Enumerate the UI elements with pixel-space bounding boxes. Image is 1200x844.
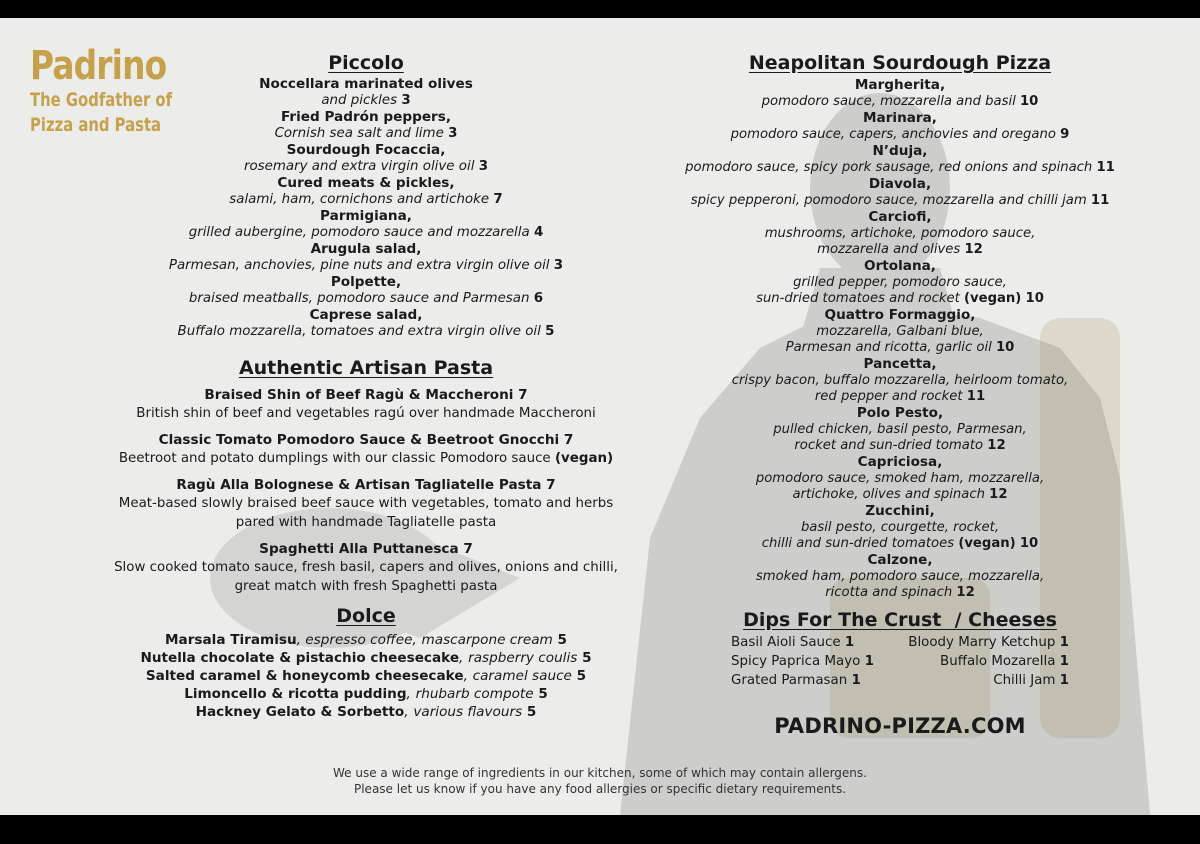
pizza-item-desc-text: rocket and sun-dried tomato	[794, 438, 984, 453]
piccolo-item-price: 3	[478, 159, 489, 174]
pizza-item-desc-1	[650, 160, 1150, 176]
pizza-item-desc-1: grilled pepper, pomodoro sauce,	[793, 275, 1007, 290]
piccolo-item-desc	[88, 324, 644, 340]
dolce-item-desc: raspberry coulis	[468, 650, 578, 666]
pizza-item-name: Marinara,	[863, 110, 937, 126]
pizza-item-price: 10	[1019, 536, 1039, 551]
pizza-item-desc-text: chilli and sun-dried tomatoes	[761, 536, 955, 551]
pizza-item-desc-2	[650, 487, 1150, 503]
pizza-item-desc-1: mozzarella, Galbani blue,	[816, 324, 984, 339]
pizza-item-desc-2	[650, 291, 1150, 307]
piccolo-item-description: Buffalo mozzarella, tomatoes and extra virgin olive oil	[177, 324, 541, 339]
pizza-item-desc-text: pomodoro sauce, mozzarella and basil	[761, 94, 1016, 109]
dip-price: 1	[864, 654, 874, 669]
dolce-item-price: 5	[526, 704, 537, 720]
pizza-item-desc-text: red pepper and rocket	[814, 389, 963, 404]
pizza-item-desc-1: basil pesto, courgette, rocket,	[800, 520, 1000, 535]
pizza-item-price: 11	[966, 389, 986, 404]
dip-item-right	[900, 671, 1069, 690]
piccolo-item-price: 3	[401, 93, 411, 108]
pizza-item-desc-2	[650, 438, 1150, 454]
pizza-item-desc-1: pulled chicken, basil pesto, Parmesan,	[773, 422, 1027, 437]
piccolo-item-name: Polpette,	[330, 274, 402, 290]
piccolo-item-name: Fried Padrón peppers,	[280, 109, 451, 125]
menu-page	[0, 18, 1200, 815]
vegan-note: (vegan)	[964, 291, 1022, 306]
pasta-item	[88, 541, 644, 596]
piccolo-item-description: and pickles	[321, 93, 398, 108]
pizza-item-name: Carciofi,	[868, 209, 932, 225]
dip-name: Spicy Paprica Mayo	[731, 654, 861, 669]
dolce-item-desc: mascarpone cream	[421, 632, 553, 648]
dip-name: Basil Aioli Sauce	[731, 635, 841, 650]
pizza-item-name: Capriciosa,	[857, 454, 943, 470]
dolce-heading: Dolce	[336, 605, 396, 627]
pasta-item-name: Classic Tomato Pomodoro Sauce & Beetroot Gnocchi 7	[158, 432, 574, 448]
pasta-item-desc-text: Slow cooked tomato sauce, fresh basil, capers and olives, onions and chilli,	[114, 560, 618, 575]
piccolo-item-desc	[88, 291, 644, 307]
pasta-item	[88, 432, 644, 468]
dip-price: 1	[1059, 673, 1069, 688]
pizza-item-desc-text: artichoke, olives and spinach	[792, 487, 985, 502]
piccolo-item-description: braised meatballs, pomodoro sauce and Parmesan	[188, 291, 530, 306]
piccolo-item-desc	[88, 126, 644, 142]
pasta-item-desc-text: Meat-based slowly braised beef sauce with vegetables, tomato and herbs	[118, 496, 614, 511]
dolce-item	[88, 685, 644, 703]
piccolo-item-price: 6	[533, 291, 544, 306]
pizza-item-price: 9	[1060, 127, 1070, 142]
pasta-list	[88, 387, 644, 596]
piccolo-item-description: salami, ham, cornichons and artichoke	[229, 192, 490, 207]
dolce-item-desc: various flavours	[413, 704, 523, 720]
pasta-item-desc	[88, 404, 644, 423]
dolce-item-name: Salted caramel & honeycomb cheesecake	[145, 668, 464, 684]
pizza-item-name: Diavola,	[868, 176, 932, 192]
piccolo-item-description: Cornish sea salt and lime	[274, 126, 444, 141]
pasta-item-desc	[88, 494, 644, 513]
piccolo-item-price: 5	[545, 324, 555, 339]
dolce-item-sep: ,	[406, 686, 411, 702]
pizza-item-name: Pancetta,	[863, 356, 937, 372]
piccolo-item-description: rosemary and extra virgin olive oil	[243, 159, 475, 174]
pasta-item-desc-text: British shin of beef and vegetables ragú over handmade Maccheroni	[136, 406, 596, 421]
pizza-item-desc-1: smoked ham, pomodoro sauce, mozzarella,	[755, 569, 1045, 584]
piccolo-item-price: 3	[448, 126, 458, 141]
dolce-item-sep: ,	[459, 650, 464, 666]
pizza-item-desc-text: sun-dried tomatoes and rocket	[756, 291, 960, 306]
pizza-item-price: 12	[964, 242, 983, 257]
dolce-item-price: 5	[582, 650, 592, 666]
pizza-item-desc-2	[650, 242, 1150, 258]
piccolo-item-desc	[88, 93, 644, 109]
pizza-item-desc-1: mushrooms, artichoke, pomodoro sauce,	[764, 226, 1036, 241]
dip-name: Grated Parmasan	[731, 673, 848, 688]
dolce-item-desc: rhubarb compote	[415, 686, 534, 702]
dip-item-right	[900, 633, 1069, 652]
piccolo-item-description: Parmesan, anchovies, pine nuts and extra virgin olive oil	[168, 258, 550, 273]
dip-item-left	[731, 652, 900, 671]
pizza-item-desc-text: spicy pepperoni, pomodoro sauce, mozzarella and chilli jam	[690, 193, 1087, 208]
pizza-item-desc-text: mozzarella and olives	[817, 242, 961, 257]
pizza-item-desc-1: crispy bacon, buffalo mozzarella, heirloom tomato,	[731, 373, 1069, 388]
piccolo-item-price: 3	[553, 258, 564, 273]
piccolo-list	[88, 76, 644, 340]
pasta-item-desc-2: pared with handmade Tagliatelle pasta	[235, 515, 497, 530]
pizza-item-price: 10	[1025, 291, 1044, 306]
pizza-item-price: 10	[996, 340, 1015, 355]
dip-name: Bloody Marry Ketchup	[908, 635, 1056, 650]
piccolo-heading: Piccolo	[328, 52, 404, 74]
piccolo-item-description: grilled aubergine, pomodoro sauce and mozzarella	[188, 225, 530, 240]
piccolo-item-name: Noccellara marinated olives	[259, 76, 473, 92]
dolce-item-price: 5	[557, 632, 567, 648]
dolce-item-name: Marsala Tiramisu	[165, 632, 297, 648]
dolce-item	[88, 667, 644, 685]
vegan-note: (vegan)	[554, 451, 614, 466]
dolce-item-price: 5	[538, 686, 548, 702]
piccolo-item-price: 4	[533, 225, 544, 240]
dolce-item-name: Hackney Gelato & Sorbetto	[195, 704, 405, 720]
pizza-item-desc-2	[650, 536, 1150, 552]
allergen-notice	[200, 765, 1000, 797]
piccolo-item-name: Cured meats & pickles,	[277, 175, 455, 191]
pizza-item-price: 11	[1090, 193, 1110, 208]
logo-tagline-1: The Godfather of	[30, 89, 173, 111]
pizza-item-name: N’duja,	[872, 143, 928, 159]
dip-name: Buffalo Mozarella	[940, 654, 1056, 669]
logo-tagline-2: Pizza and Pasta	[30, 114, 162, 137]
pizza-list	[650, 77, 1150, 601]
pasta-item-desc	[88, 558, 644, 577]
pizza-item-price: 11	[1096, 160, 1115, 175]
pizza-item-desc-2	[650, 389, 1150, 405]
allergen-line-2: Please let us know if you have any food allergies or specific dietary requirements.	[353, 782, 847, 796]
dips-grid	[731, 633, 1069, 690]
vegan-note: (vegan)	[958, 536, 1016, 551]
right-column	[650, 52, 1150, 738]
pizza-item-desc-text: Parmesan and ricotta, garlic oil	[785, 340, 992, 355]
dip-item-left	[731, 671, 900, 690]
dolce-item	[88, 649, 644, 667]
piccolo-item-name: Parmigiana,	[320, 208, 412, 224]
pizza-item-price: 12	[987, 438, 1006, 453]
logo-brand: Padrino	[30, 43, 167, 89]
piccolo-item-price: 7	[493, 192, 503, 207]
pizza-item-desc-1	[650, 127, 1150, 143]
dolce-item-desc: caramel sauce	[472, 668, 572, 684]
pasta-item-desc	[88, 449, 644, 468]
pizza-item-name: Calzone,	[867, 552, 933, 568]
dolce-item-price: 5	[576, 668, 587, 684]
dolce-item-sep: , espresso coffee,	[296, 632, 417, 648]
pizza-item-name: Polo Pesto,	[856, 405, 944, 421]
dips-heading: Dips For The Crust / Cheeses	[743, 609, 1057, 631]
pizza-item-desc-1: pomodoro sauce, smoked ham, mozzarella,	[755, 471, 1045, 486]
pizza-item-name: Quattro Formaggio,	[824, 307, 976, 323]
pizza-item-desc-text: ricotta and spinach	[825, 585, 953, 600]
allergen-line-1: We use a wide range of ingredients in our kitchen, some of which may contain allergens.	[333, 766, 867, 780]
pizza-item-desc-1	[650, 94, 1150, 110]
pasta-item-name: Ragù Alla Bolognese & Artisan Tagliatelle Pasta 7	[176, 477, 556, 493]
pizza-item-name: Ortolana,	[864, 258, 936, 274]
pizza-item-desc-text: pomodoro sauce, spicy pork sausage, red onions and spinach	[685, 160, 1093, 175]
pasta-item-desc-2: great match with fresh Spaghetti pasta	[234, 579, 498, 594]
pizza-item-desc-2	[650, 585, 1150, 601]
pizza-item-price: 12	[956, 585, 975, 600]
pizza-item-name: Zucchini,	[865, 503, 935, 519]
pasta-item	[88, 387, 644, 423]
piccolo-item-name: Arugula salad,	[310, 241, 422, 257]
website-link[interactable]: PADRINO-PIZZA.COM	[774, 714, 1026, 738]
dip-price: 1	[1059, 635, 1069, 650]
dolce-item-sep: ,	[404, 704, 409, 720]
dolce-item-name: Limoncello & ricotta pudding	[184, 686, 407, 702]
dip-price: 1	[844, 635, 855, 650]
pizza-item-desc-2	[650, 340, 1150, 356]
piccolo-item-desc	[88, 192, 644, 208]
pasta-heading: Authentic Artisan Pasta	[238, 357, 494, 379]
pizza-item-name: Margherita,	[854, 77, 946, 93]
pizza-item-price: 12	[989, 487, 1008, 502]
pasta-item-desc-text: Beetroot and potato dumplings with our classic Pomodoro sauce	[118, 451, 551, 466]
dip-name: Chilli Jam	[993, 673, 1056, 688]
piccolo-item-name: Sourdough Focaccia,	[286, 142, 446, 158]
dip-price: 1	[1059, 654, 1069, 669]
dolce-item-name: Nutella chocolate & pistachio cheesecake	[140, 650, 460, 666]
dip-item-left	[731, 633, 900, 652]
piccolo-item-desc	[88, 159, 644, 175]
pizza-item-desc-1	[650, 193, 1150, 209]
pasta-item-name: Braised Shin of Beef Ragù & Maccheroni 7	[204, 387, 528, 403]
dip-price: 1	[851, 673, 861, 688]
dolce-list	[88, 631, 644, 721]
piccolo-item-name: Caprese salad,	[309, 307, 423, 323]
pizza-item-price: 10	[1020, 94, 1039, 109]
dolce-item	[88, 631, 644, 649]
left-column	[88, 52, 644, 721]
pizza-heading: Neapolitan Sourdough Pizza	[748, 52, 1052, 74]
piccolo-item-desc	[88, 258, 644, 274]
pasta-item	[88, 477, 644, 532]
dip-item-right	[900, 652, 1069, 671]
piccolo-item-desc	[88, 225, 644, 241]
dolce-item-sep: ,	[463, 668, 468, 684]
pizza-item-desc-text: pomodoro sauce, capers, anchovies and oregano	[730, 127, 1056, 142]
dolce-item	[88, 703, 644, 721]
pasta-item-name: Spaghetti Alla Puttanesca 7	[259, 541, 473, 557]
